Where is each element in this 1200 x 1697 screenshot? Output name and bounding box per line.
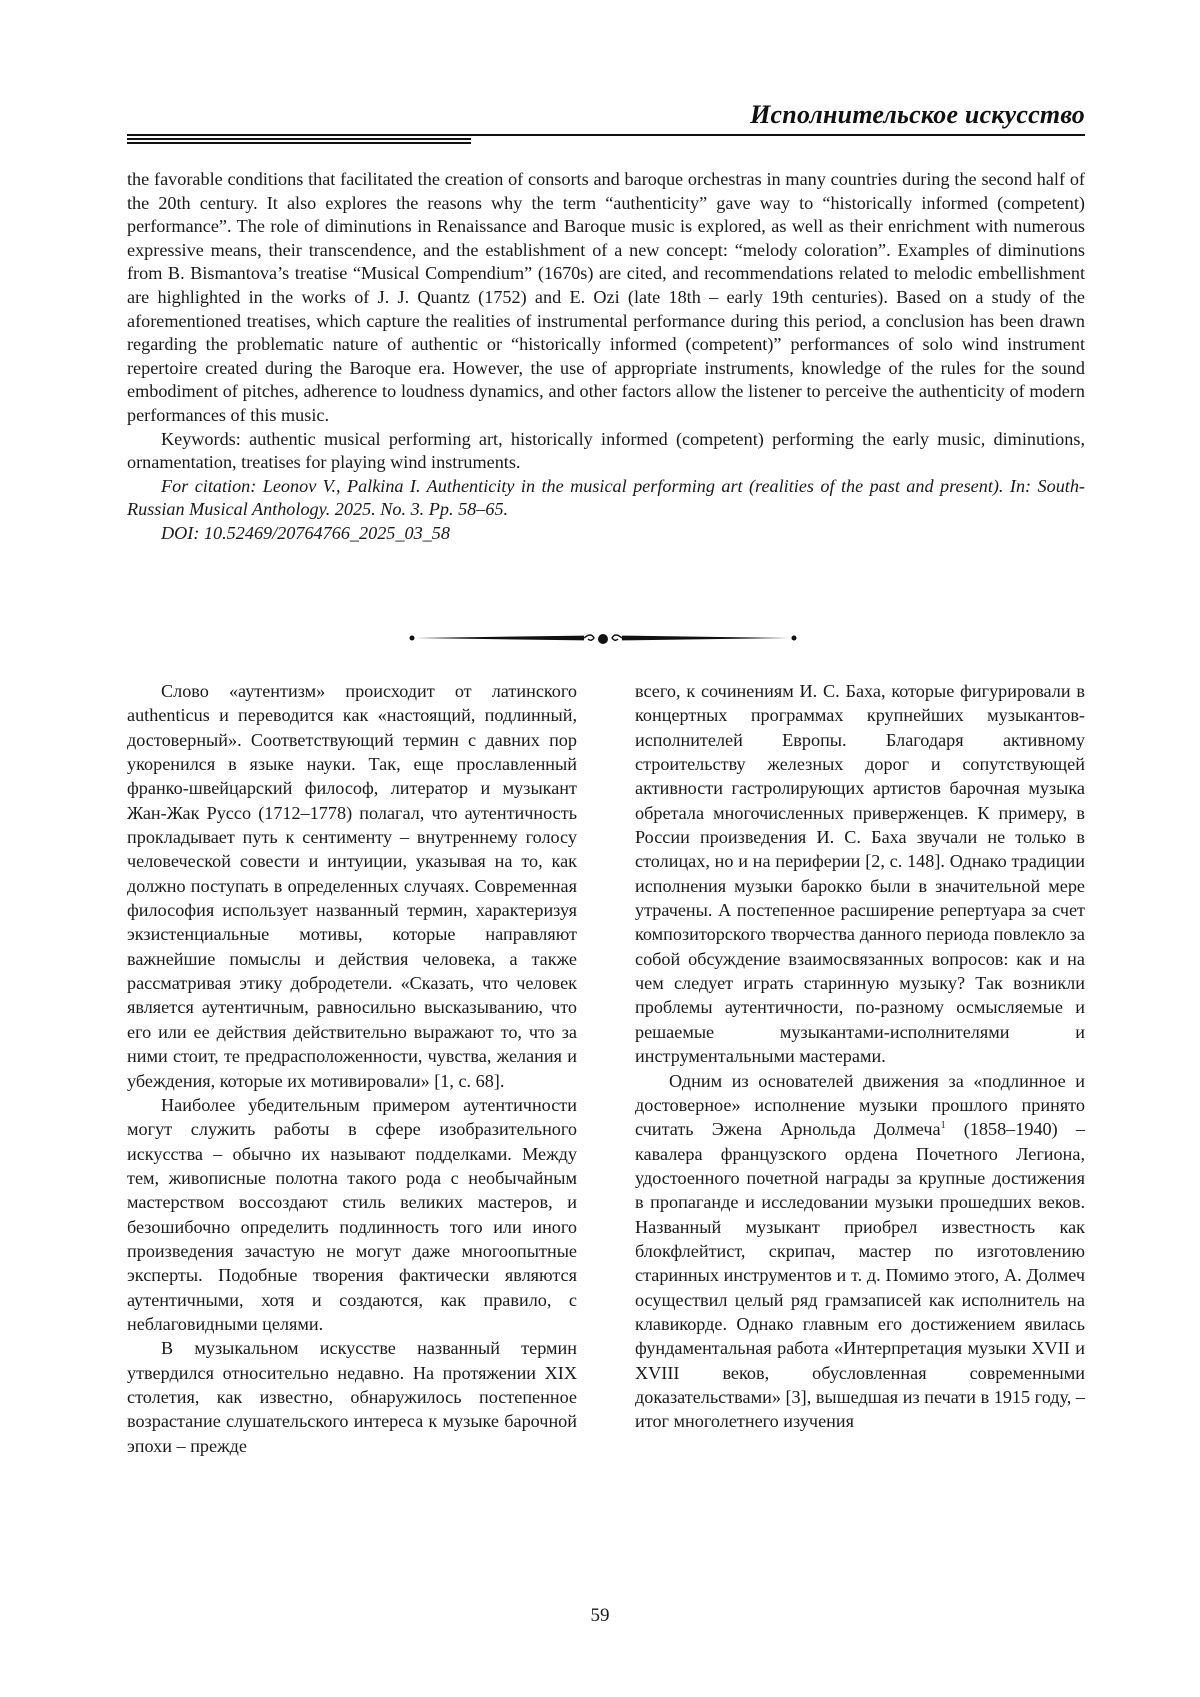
page-number: 59 bbox=[590, 1605, 610, 1626]
abstract-text: the favorable conditions that facilitated the creation of consorts and baroque orchestras in many countries during the second half of the 20th century. It also explores the reasons why the term “authenticity” gave way to “historically informed (competent) performance”. The role of diminutions in Renaissance and Baroque music is explored, as well as their enrichment with numerous expressive means, their transcendence, and the establishment of a new concept: “melody coloration”. Examples of diminutions from B. Bismantova’s treatise “Musical Compendium” (1670s) are cited, and recommendations related to melodic embellishment are highlighted in the works of J. J. Quantz (1752) and E. Ozi (late 18th – early 19th centuries). Based on a study of the aforementioned treatises, which capture the realities of instrumental performance during this period, a conclusion has been drawn regarding the problematic nature of authentic or “historically informed (competent)” performances of solo wind instrument repertoire created during the Baroque era. However, the use of appropriate instruments, knowledge of the rules for the sound embodiment of pitches, adherence to loudness dynamics, and other factors allow the listener to perceive the authenticity of modern performances of this music. bbox=[127, 169, 1085, 425]
header-rules bbox=[127, 134, 1085, 146]
paragraph bbox=[635, 1069, 1085, 1434]
header-rule-thick-1 bbox=[127, 138, 471, 140]
paragraph: В музыкальном искусстве названный термин утвердился относительно недавно. На протяжении XIX столетия, как известно, обнаружилось постепенное возрастание слушательского интереса к музыке барочной эпохи – прежде bbox=[127, 1338, 577, 1456]
section-title: Исполнительское искусство bbox=[750, 100, 1085, 129]
header-rule-thick-2 bbox=[127, 142, 471, 144]
ornament-divider-icon bbox=[408, 630, 798, 646]
abstract bbox=[127, 168, 1085, 546]
body-column-left bbox=[127, 679, 577, 1458]
paragraph: всего, к сочинениям И. С. Баха, которые фигурировали в концертных программах крупнейших музыкантов-исполнителей Европы. Благодаря активному строительству железных дорог и сопутствующей активности гастролирующих артистов барочная музыка обретала многочисленных приверженцев. К примеру, в России произведения И. С. Баха звучали не только в столицах, но и на периферии [2, с. 148]. Однако традиции исполнения музыки барокко были в значительной мере утрачены. А постепенное расширение репертуара за счет композиторского творчества данного периода повлекло за собой обсуждение взаимосвязанных вопросов: как и на чем следует играть старинную музыку? Так возникли проблемы аутентичности, по-разному осмысляемые и решаемые музыкантами-исполнителями и инструментальными мастерами. bbox=[635, 681, 1085, 1067]
keywords: Keywords: authentic musical performing art, historically informed (competent) performing the early music, diminutions, ornamentation, treatises for playing wind instruments. bbox=[127, 428, 1085, 473]
citation: For citation: Leonov V., Palkina I. Authenticity in the musical performing art (realities of the past and present). In: South-Russian Musical Anthology. 2025. No. 3. Pp. 58–65. bbox=[127, 475, 1085, 520]
body-column-right bbox=[635, 679, 1085, 1434]
paragraph: Слово «аутентизм» происходит от латинского authenticus и переводится как «настоящий, подлинный, достоверный». Соответствующий термин с давних пор укоренился в языке науки. Так, еще прославленный франко-швейцарский философ, литератор и музыкант Жан-Жак Руссо (1712–1778) полагал, что аутентичность прокладывает путь к сентименту – внутреннему голосу человеческой совести и интуиции, указывая на то, как должно поступать в определенных случаях. Современная философия использует названный термин, характеризуя экзистенциальные мотивы, которые направляют важнейшие помыслы и действия человека, а также рассматривая этику добродетели. «Сказать, что человек является аутентичным, равносильно высказыванию, что его или ее действия действительно выражают то, что за ними стоит, те предрасположенности, чувства, желания и убеждения, которые их мотивировали» [1, с. 68]. bbox=[127, 681, 577, 1091]
paragraph: Наиболее убедительным примером аутентичности могут служить работы в сфере изобразительного искусства – обычно их называют подделками. Между тем, живописные полотна такого рода с необычайным мастерством воссоздают стиль великих мастеров, и безошибочно определить подлинность того или иного произведения зачастую не могут даже многоопытные эксперты. Подобные творения фактически являются аутентичными, хотя и создаются, как правило, с неблаговидными целями. bbox=[127, 1094, 577, 1334]
paragraph-text: Одним из основателей движения за «подлинное и достоверное» исполнение музыки прошлого принято считать Эжена Арнольда Долмеча bbox=[635, 1070, 1085, 1140]
paragraph-text: (1858–1940) – кавалера французского ордена Почетного Легиона, удостоенного почетной награды за крупные достижения в пропаганде и исследовании музыки прошедших веков. Названный музыкант приобрел известность как блокфлейтист, скрипач, мастер по изготовлению старинных инструментов и т. д. Помимо этого, А. Долмеч осуществил целый ряд грамзаписей как исполнитель на клавикорде. Однако главным его достижением явилась фундаментальная работа «Интерпретация музыки XVII и XVIII веков, обусловленная современными доказательствами» [3], вышедшая из печати в 1915 году, – итог многолетнего изучения bbox=[635, 1119, 1085, 1432]
header-rule-long bbox=[127, 134, 1085, 136]
footnote-marker[interactable]: 1 bbox=[940, 1120, 946, 1132]
doi: DOI: 10.52469/20764766_2025_03_58 bbox=[161, 522, 450, 543]
